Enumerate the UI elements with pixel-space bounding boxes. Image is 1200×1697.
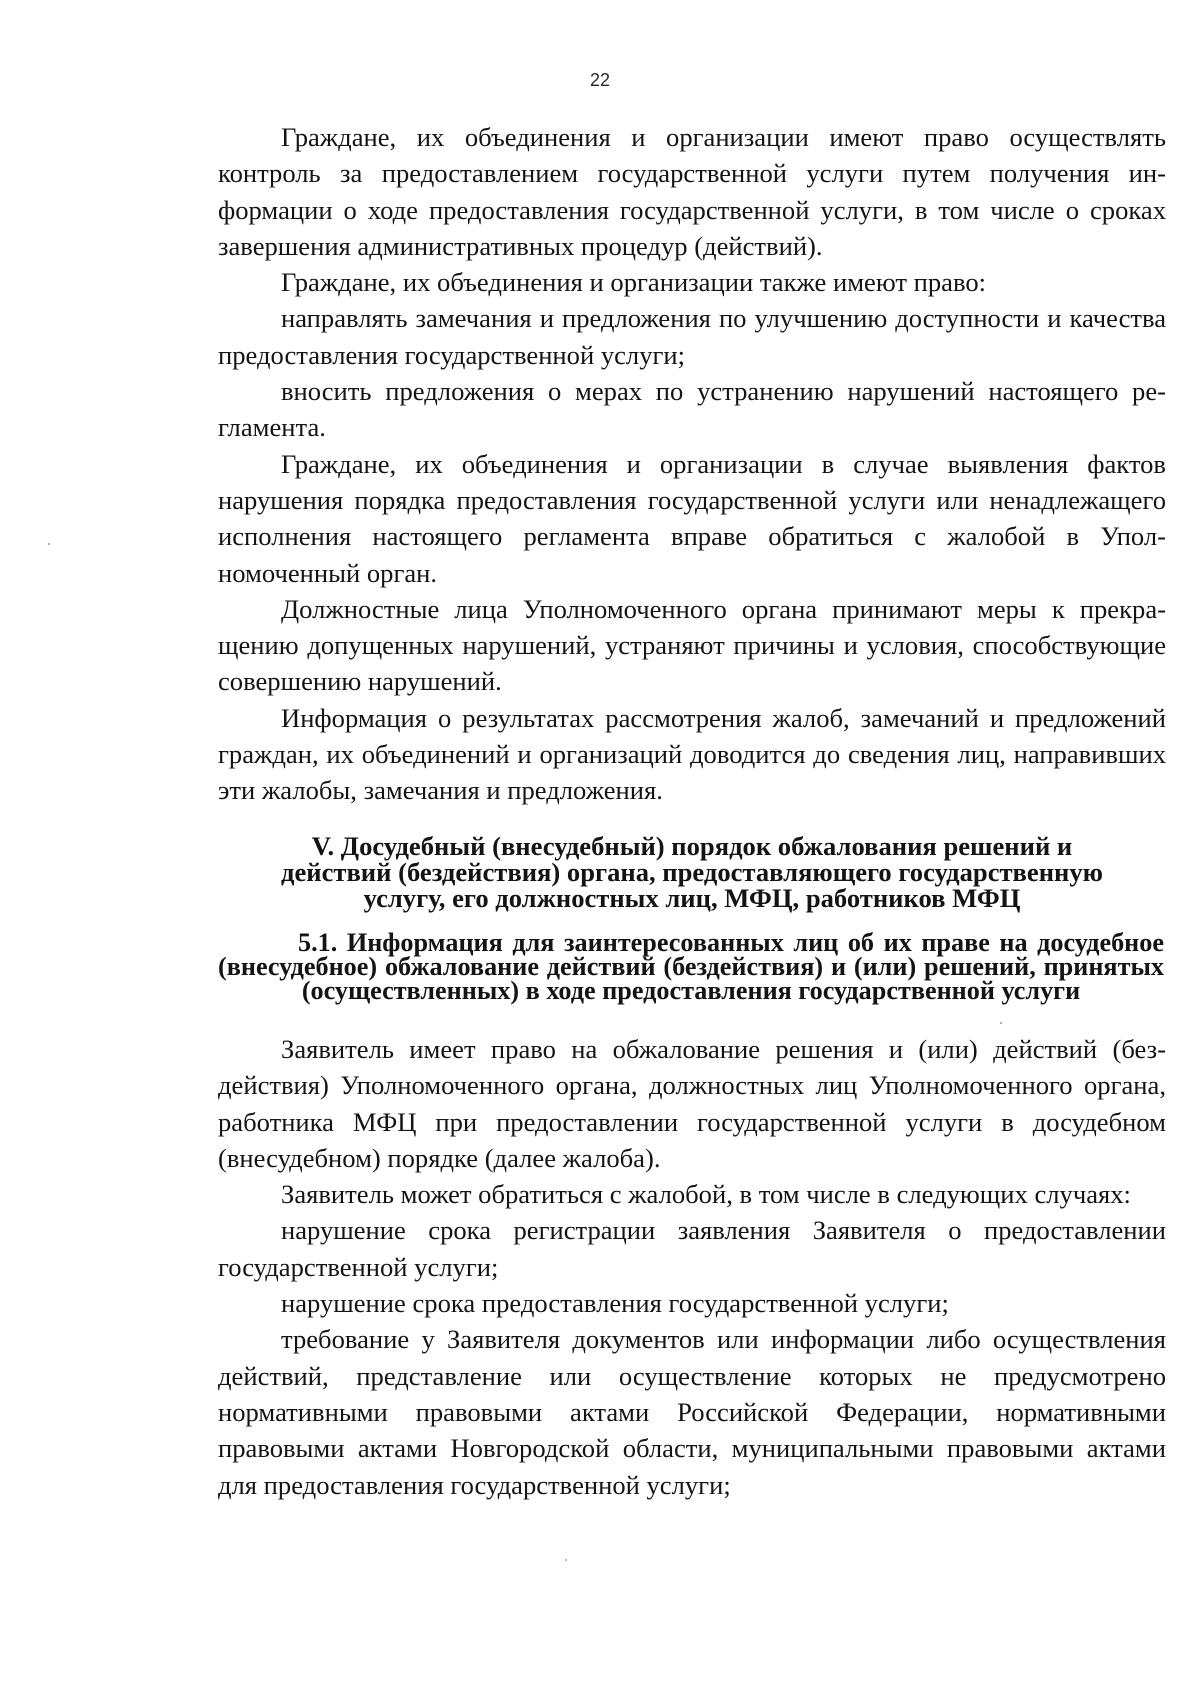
section-v-heading — [226, 833, 1158, 911]
paragraph-send-remarks: направлять замечания и предложения по улучшению доступности и качества предоставления государственной услуги; — [218, 303, 1166, 370]
paragraph-complaint-right: Граждане, их объединения и организации в случае выявления фактов нарушения порядка предоставления государственной услуги или ненадлежащего исполнения настоящего регламента вправе обратиться с жалобой в Уполномоченный орган. — [218, 448, 1166, 588]
list-item-service-deadline: нарушение срока предоставления государственной услуги; — [281, 1288, 949, 1319]
paragraph-control-right: Граждане, их объединения и организации имеют право осуществлять контроль за предоставлением государственной услуги путем получения информации о ходе предоставления государственной услуги, в том числе о сроках завершения административных процедур (действий). — [218, 122, 1166, 261]
section-v-heading-line: услугу, его должностных лиц, МФЦ, работников МФЦ — [363, 883, 1021, 913]
paragraph-complaint-cases: Заявитель может обратиться с жалобой, в том числе в следующих случаях: — [281, 1179, 1131, 1210]
subsection-5-1-text-block — [218, 1031, 1166, 1503]
list-item-extra-documents: требование у Заявителя документов или информации либо осуществления действий, представление или осуществление которых не предусмотрено нормативными правовыми актами Российской Федерации, нормативными правовыми актами Новгородской области, муниципальными правовыми актами для предоставления государственной услуги; — [218, 1324, 1166, 1500]
intro-text-block — [218, 119, 1166, 809]
paragraph-appeal-right: Заявитель имеет право на обжалование решения и (или) действий (бездействия) Уполномоченного органа, должностных лиц Уполномоченного органа, работника МФЦ при предоставлении государственной услуги в досудебном (внесудебном) порядке (далее жалоба). — [218, 1034, 1166, 1173]
scan-speck — [48, 543, 50, 545]
subsection-5-1-heading-text: 5.1. Информация для заинтересованных лиц об их праве на досудебное (внесудебное) обжалование действий (бездействия) и (или) решений, принятых (осуществленных) в ходе предоставления государственной услуги — [218, 928, 1164, 1006]
paragraph-officials-measures: Должностные лица Уполномоченного органа принимают меры к прекращению допущенных нарушений, устраняют причины и условия, способствующие совершению нарушений. — [218, 593, 1166, 697]
paragraph-results-information: Информация о результатах рассмотрения жалоб, замечаний и предложений граждан, их объединений и организаций доводится до сведения лиц, направивших эти жалобы, замечания и предложения. — [218, 702, 1166, 806]
section-v-heading-line: действий (бездействия) органа, предоставляющего государственную — [281, 857, 1103, 887]
paragraph-also-have-right: Граждане, их объединения и организации также имеют право: — [281, 267, 987, 298]
paragraph-submit-proposals: вносить предложения о мерах по устранению нарушений настоящего регламента. — [218, 376, 1166, 443]
scan-speck — [1000, 1022, 1002, 1024]
subsection-5-1-heading — [218, 928, 1164, 1006]
page-number: 22 — [589, 70, 611, 90]
section-v-heading-line: V. Досудебный (внесудебный) порядок обжалования решений и — [311, 831, 1073, 861]
scan-speck — [565, 1559, 567, 1561]
list-item-registration-deadline: нарушение срока регистрации заявления Заявителя о предоставлении государственной услуги; — [218, 1215, 1166, 1282]
